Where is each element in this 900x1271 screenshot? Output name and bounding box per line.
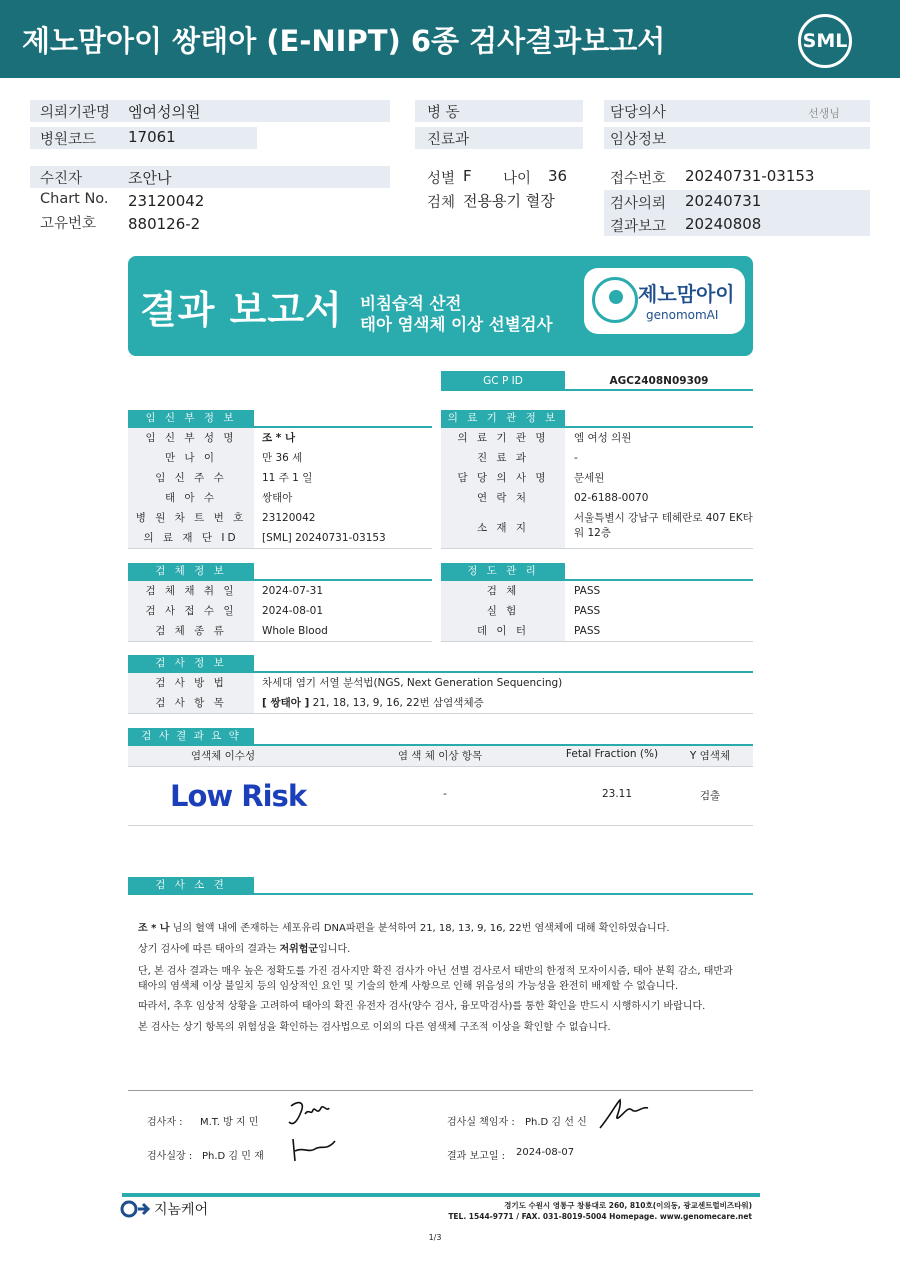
specimen-row-label: 검 체 종 류 xyxy=(128,621,254,641)
report-date-sig-label: 결과 보고일 : xyxy=(447,1151,506,1162)
findings-p3a: 단, 본 검사 결과는 매우 높은 정확도를 가진 검사지만 확진 검사가 아닌 선별 검사로서 태반의 한정적 모자이시즘, 태아 분획 감소, 태반과 xyxy=(138,966,733,977)
medical-row-label: 담 당 의 사 명 xyxy=(441,468,565,488)
pregnant-row-label: 임 신 부 성 명 xyxy=(128,428,254,448)
report-title: 제노맘아이 쌍태아 (E-NIPT) 6종 검사결과보고서 xyxy=(22,24,666,58)
specimen-label: 검체 xyxy=(427,195,456,211)
findings-line xyxy=(128,893,753,895)
department-label: 진료과 xyxy=(427,132,470,148)
findings-header: 검 사 소 견 xyxy=(128,877,254,894)
medical-row-value: 문세원 xyxy=(574,472,605,484)
receipt-no-value: 20240731-03153 xyxy=(685,167,815,185)
lab-director-value: Ph.D 김 선 신 xyxy=(525,1117,587,1128)
footer-company: 지놈케어 xyxy=(154,1202,209,1218)
summary-bottom-line xyxy=(128,825,753,826)
pregnant-row-label: 만 나 이 xyxy=(128,448,254,468)
page-number: 1/3 xyxy=(428,1233,442,1242)
qc-row-label: 실 험 xyxy=(441,601,565,621)
footer-line xyxy=(122,1193,760,1197)
medical-row-value: - xyxy=(574,452,578,464)
age-label: 나이 xyxy=(503,171,532,187)
pregnant-row-value: 만 36 세 xyxy=(262,452,303,464)
medical-row-value: 02-6188-0070 xyxy=(574,492,649,504)
sex-value: F xyxy=(463,167,472,185)
chief-label: 검사실장 : xyxy=(147,1151,193,1162)
chart-no-label: Chart No. xyxy=(40,191,109,207)
summary-col-y: Y 염색체 xyxy=(689,750,731,762)
qc-row-value: PASS xyxy=(574,625,601,637)
pregnant-row-value: 11 주 1 일 xyxy=(262,472,313,484)
pregnant-row-label: 태 아 수 xyxy=(128,488,254,508)
age-value: 36 xyxy=(548,167,568,185)
result-fetal-fraction: 23.11 xyxy=(601,788,633,800)
report-date-label: 결과보고 xyxy=(610,219,667,235)
pregnant-row-label: 의 료 재 단 ID xyxy=(128,528,254,548)
request-date-value: 20240731 xyxy=(685,192,762,210)
tester-signature-icon xyxy=(285,1098,335,1132)
unique-no-label: 고유번호 xyxy=(40,216,97,232)
footer-address: 경기도 수원시 영통구 창룡대로 260, 810호(이의동, 광교센트럴비즈타워) xyxy=(504,1201,752,1210)
specimen-row-value: Whole Blood xyxy=(262,625,328,637)
medical-row-label: 의 료 기 관 명 xyxy=(441,428,565,448)
logo-en-text: genomomAI xyxy=(646,308,719,322)
qc-row-value: PASS xyxy=(574,605,601,617)
chief-signature-icon xyxy=(285,1135,341,1167)
qc-bottom-line xyxy=(441,641,753,642)
test-info-bottom-line xyxy=(128,713,753,714)
result-y-chromosome: 검출 xyxy=(699,790,721,802)
medical-row-label: 진 료 과 xyxy=(441,448,565,468)
pregnant-bottom-line xyxy=(128,548,432,549)
clinical-info-label: 임상정보 xyxy=(610,132,667,148)
summary-col-abnormal: 염 색 체 이상 항목 xyxy=(397,750,483,762)
findings-p2: 상기 검사에 따른 태아의 결과는 저위험군입니다. xyxy=(138,944,351,955)
logo-ko-text: 제노맘아이 xyxy=(638,282,735,306)
banner-sub1: 비침습적 산전 xyxy=(360,294,462,313)
test-method-label: 검 사 방 법 xyxy=(128,673,254,693)
pregnant-row-label: 임 신 주 수 xyxy=(128,468,254,488)
summary-header: 검 사 결 과 요 약 xyxy=(128,728,254,745)
medical-header: 의 료 기 관 정 보 xyxy=(441,410,565,427)
medical-row-value: 엠 여성 의원 xyxy=(574,432,632,444)
qc-row-label: 검 체 xyxy=(441,581,565,601)
summary-col-fetal-fraction: Fetal Fraction (%) xyxy=(565,748,659,760)
receipt-no-label: 접수번호 xyxy=(610,171,667,187)
hospital-code-value: 17061 xyxy=(128,128,176,146)
doctor-suffix: 선생님 xyxy=(808,107,840,120)
unique-no-value: 880126-2 xyxy=(128,215,201,233)
tester-label: 검사자 : xyxy=(147,1117,183,1128)
gcpid-value: AGC2408N09309 xyxy=(565,371,753,391)
tester-value: M.T. 방 지 민 xyxy=(200,1117,259,1128)
pregnant-row-value: 23120042 xyxy=(262,512,316,524)
banner-sub2: 태아 염색체 이상 선별검사 xyxy=(360,315,553,334)
report-header xyxy=(0,0,900,78)
lab-director-label: 검사실 책임자 : xyxy=(447,1117,515,1128)
genomecare-logo-icon xyxy=(120,1199,152,1219)
findings-p3b: 태아의 염색체 이상 불일치 등의 임상적인 요인 및 기술의 한계 사항으로 인해 위음성의 가능성을 완전히 배제할 수 없습니다. xyxy=(138,981,679,992)
genomom-logo-icon xyxy=(592,277,638,323)
gcpid-label: GC P ID xyxy=(441,371,565,391)
patient-bg xyxy=(30,166,390,188)
qc-header: 정 도 관 리 xyxy=(441,563,565,580)
result-low-risk: Low Risk xyxy=(170,779,307,813)
pregnant-row-value: 조 * 나 xyxy=(262,432,296,444)
findings-p4: 따라서, 추후 임상적 상황을 고려하여 태아의 확진 유전자 검사(양수 검사, 융모막검사)를 통한 확인을 반드시 시행하시기 바랍니다. xyxy=(138,1001,706,1012)
test-items-label: 검 사 항 목 xyxy=(128,693,254,713)
test-info-header: 검 사 정 보 xyxy=(128,655,254,672)
report-date-sig-value: 2024-08-07 xyxy=(516,1147,575,1158)
sml-logo: SML xyxy=(798,14,852,68)
report-date-value: 20240808 xyxy=(685,215,762,233)
doctor-label: 담당의사 xyxy=(610,105,667,121)
hospital-code-label: 병원코드 xyxy=(40,132,97,148)
test-method-value: 차세대 염기 서열 분석법(NGS, Next Generation Sequencing) xyxy=(262,677,563,689)
pregnant-row-value: 쌍태아 xyxy=(262,492,293,504)
medical-address-line2: 워 12층 xyxy=(574,527,611,539)
request-date-label: 검사의뢰 xyxy=(610,196,667,212)
summary-col-aneuploidy: 염색체 이수성 xyxy=(190,750,256,762)
findings-p5: 본 검사는 상기 항목의 위험성을 확인하는 검사법으로 이외의 다른 염색체 구조적 이상을 확인할 수 없습니다. xyxy=(138,1022,611,1033)
specimen-row-value: 2024-08-01 xyxy=(262,605,324,617)
medical-address-line1: 서울특별시 강남구 테헤란로 407 EK타 xyxy=(574,512,753,524)
specimen-row-label: 검 사 접 수 일 xyxy=(128,601,254,621)
patient-value: 조안나 xyxy=(128,169,172,187)
footer-contact: TEL. 1544-9771 / FAX. 031-8019-5004 Homepage. www.genomecare.net xyxy=(448,1212,752,1221)
medical-row-label: 소 재 지 xyxy=(441,508,565,548)
banner-title: 결과 보고서 xyxy=(140,288,343,332)
genomom-logo xyxy=(584,268,745,334)
summary-col-line xyxy=(128,766,753,767)
pregnant-header: 임 신 부 정 보 xyxy=(128,410,254,427)
specimen-header: 검 체 정 보 xyxy=(128,563,254,580)
patient-label: 수진자 xyxy=(40,171,83,187)
medical-row-label: 연 락 처 xyxy=(441,488,565,508)
qc-row-value: PASS xyxy=(574,585,601,597)
specimen-bottom-line xyxy=(128,641,432,642)
result-abnormal: - xyxy=(443,788,447,800)
medical-bottom-line xyxy=(441,548,753,549)
findings-p1: 조 * 나 님의 혈액 내에 존재하는 세포유리 DNA파편을 분석하여 21, 18, 13, 9, 16, 22번 염색체에 대해 확인하였습니다. xyxy=(138,923,670,934)
specimen-row-value: 2024-07-31 xyxy=(262,585,324,597)
chief-value: Ph.D 김 민 재 xyxy=(202,1151,264,1162)
specimen-row-label: 검 체 채 취 일 xyxy=(128,581,254,601)
institution-value: 엠여성의원 xyxy=(128,103,201,121)
report-banner xyxy=(128,256,753,356)
pregnant-row-value: [SML] 20240731-03153 xyxy=(262,532,386,544)
lab-director-signature-icon xyxy=(596,1096,652,1132)
sex-label: 성별 xyxy=(427,171,456,187)
chart-no-value: 23120042 xyxy=(128,192,205,210)
signature-top-line xyxy=(128,1090,753,1091)
ward-label: 병 동 xyxy=(427,105,460,121)
test-items-value: [ 쌍태아 ] 21, 18, 13, 9, 16, 22번 삼염색체증 xyxy=(262,697,484,709)
institution-label: 의뢰기관명 xyxy=(40,105,111,121)
qc-row-label: 데 이 터 xyxy=(441,621,565,641)
specimen-value: 전용용기 혈장 xyxy=(463,192,555,210)
pregnant-row-label: 병 원 차 트 번 호 xyxy=(128,508,254,528)
